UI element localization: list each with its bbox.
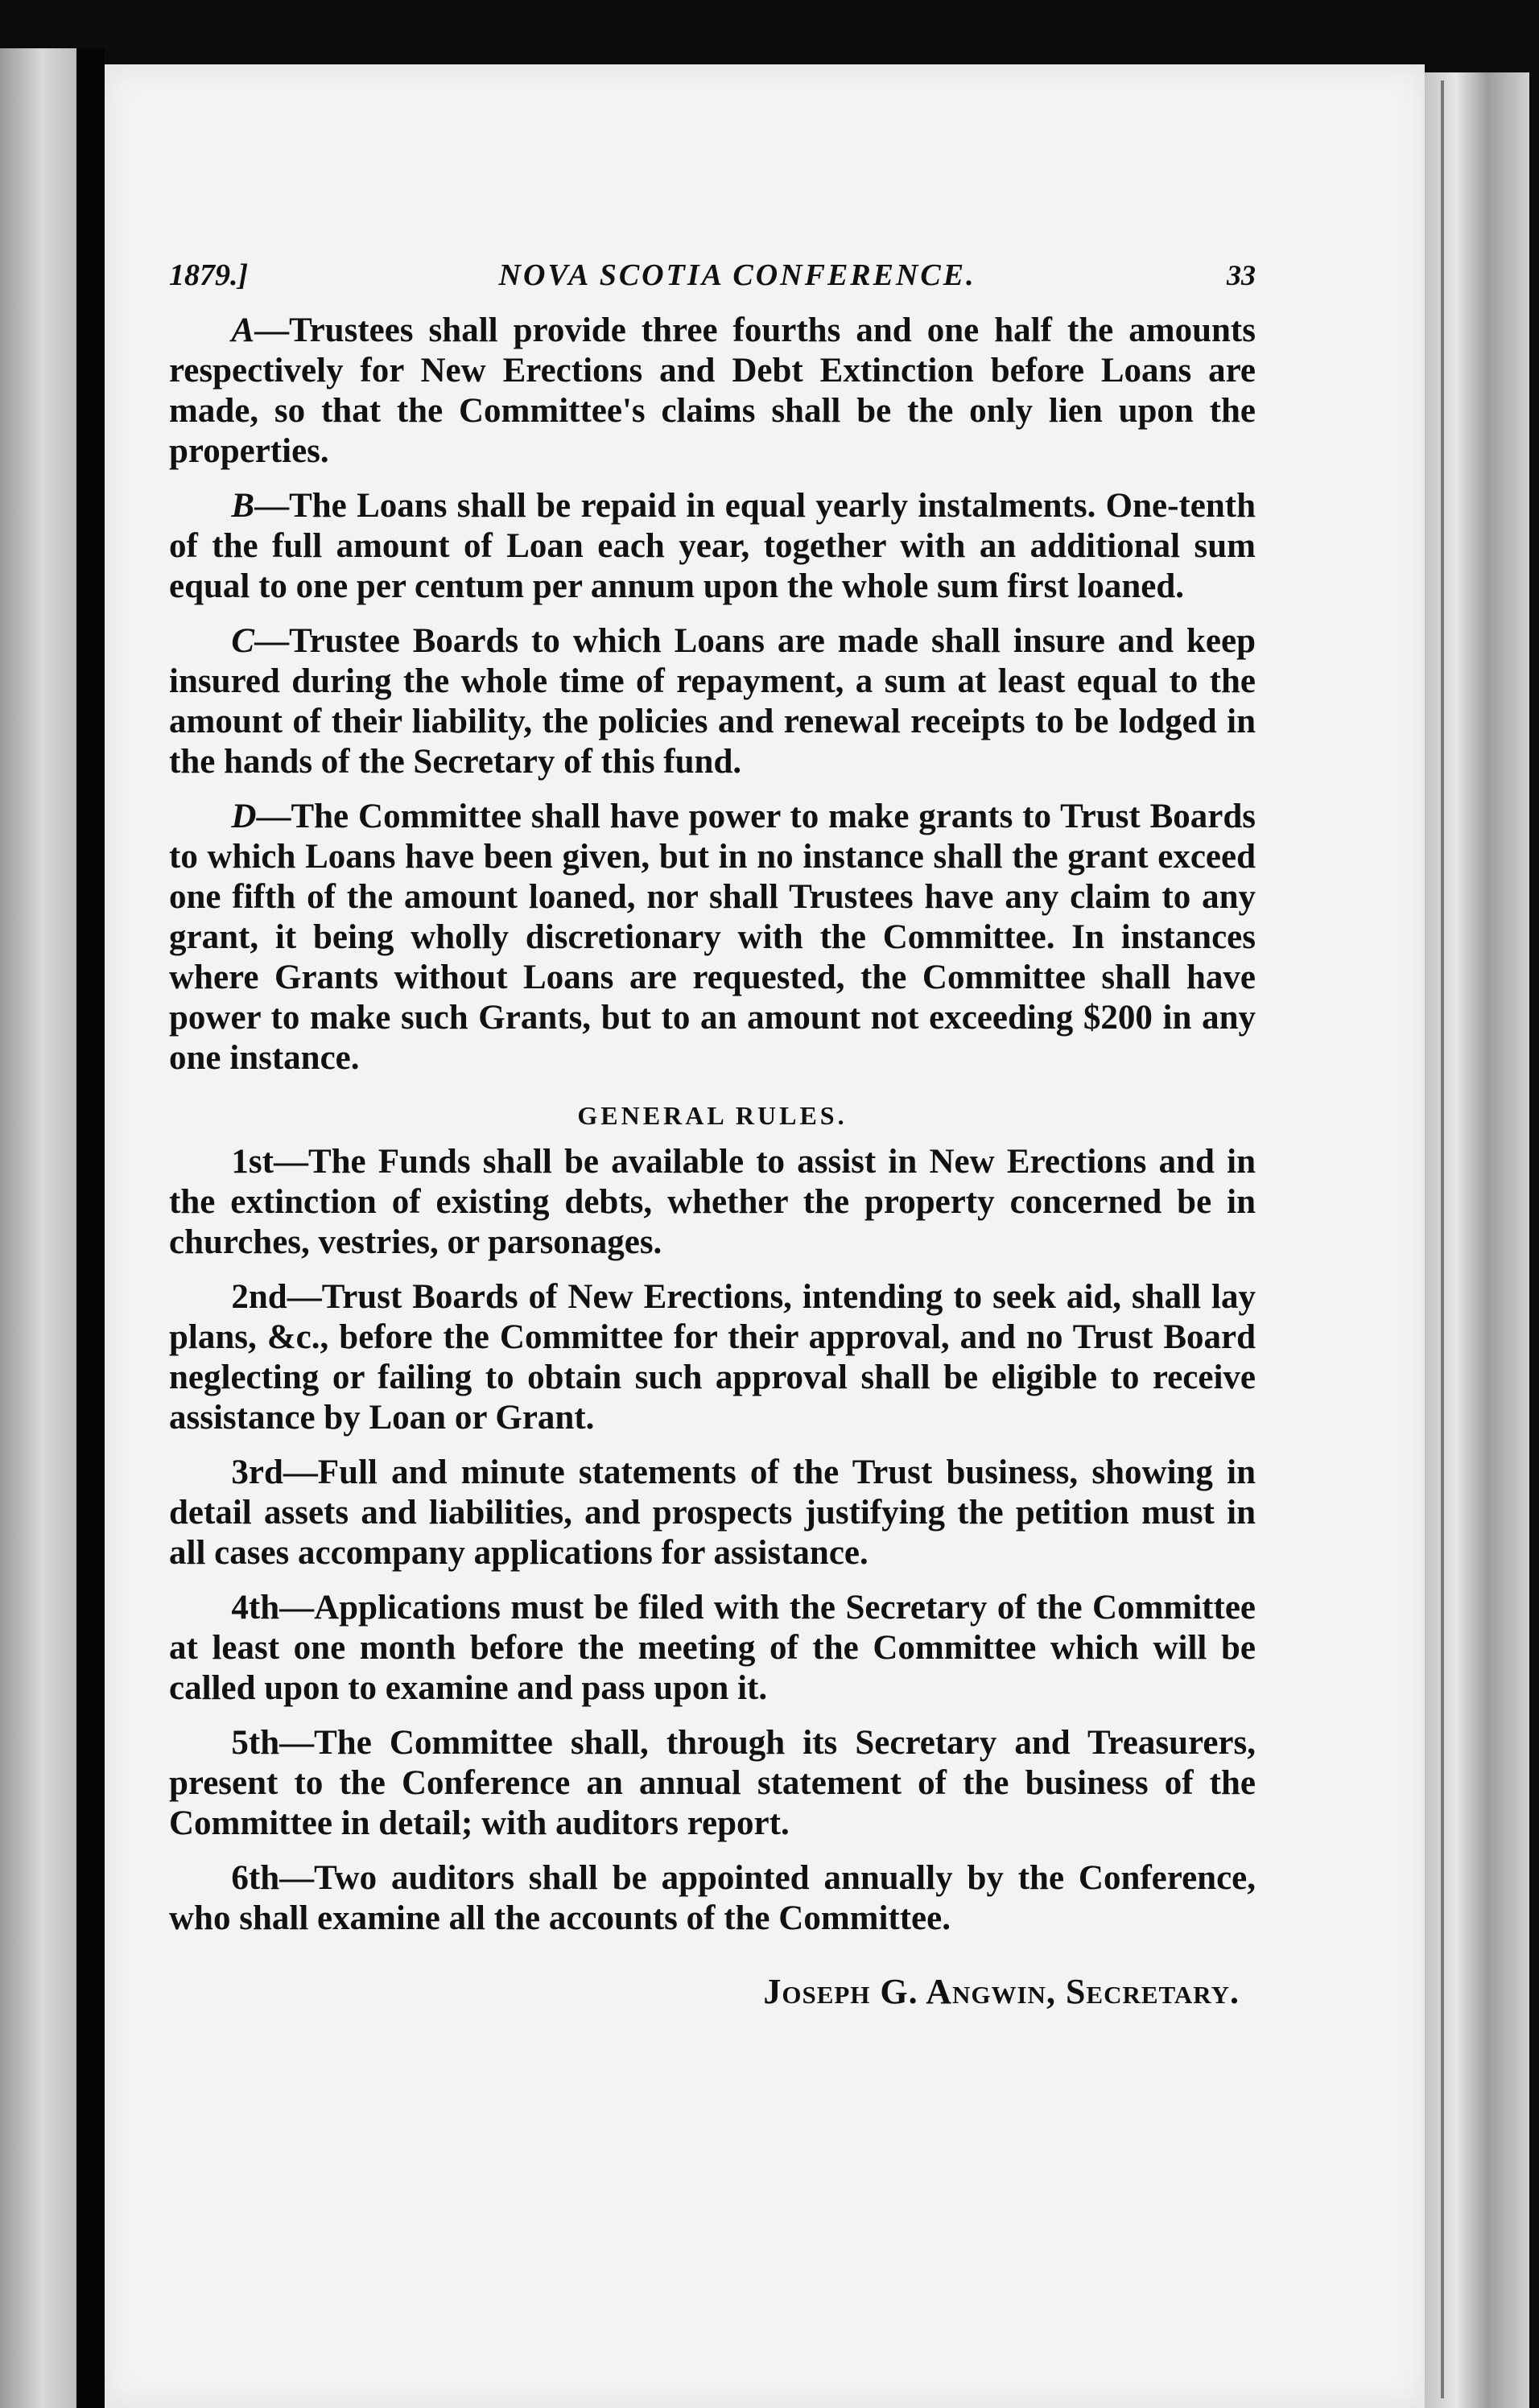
condition-b [169, 486, 1256, 607]
condition-letter: D [231, 798, 257, 835]
page-text [169, 258, 1256, 2012]
general-rules-heading: GENERAL RULES. [577, 1101, 848, 1130]
condition-text: —The Committee shall have power to make grants to Trust Boards to which Loans have been given, but in no instance shall the grant exceed one fifth of the amount loaned, nor shall Trustees have any claim to any grant, it being wholly discretionary with the Committee. In instances where Grants without Loans are requested, the Committee shall have power to make such Grants, but to an amount not exceeding $200 in any one instance. [169, 798, 1256, 1077]
rule-6: 6th—Two auditors shall be appointed annually by the Conference, who shall examine all the accounts of the Committee. [169, 1859, 1256, 1937]
rule-5: 5th—The Committee shall, through its Secretary and Treasurers, present to the Conference an annual statement of the business of the Committee in detail; with auditors report. [169, 1724, 1256, 1842]
page-edge-line [1441, 80, 1444, 2398]
header-title: NOVA SCOTIA CONFERENCE. [498, 258, 976, 292]
condition-a [169, 311, 1256, 472]
rule-4: 4th—Applications must be filed with the Secretary of the Committee at least one month before the meeting of the Committee which will be called upon to examine and pass upon it. [169, 1589, 1256, 1707]
header-year: 1879.] [169, 258, 249, 292]
book-gutter [76, 48, 105, 2408]
signature: Joseph G. Angwin, Secretary. [763, 1972, 1240, 2011]
condition-letter: A [231, 311, 255, 349]
condition-d [169, 797, 1256, 1078]
page-number: 33 [1226, 259, 1256, 291]
condition-letter: B [231, 487, 255, 525]
rule-1: 1st—The Funds shall be available to assist in New Erections and in the extinction of existing debts, whether the property concerned be in churches, vestries, or parsonages. [169, 1143, 1256, 1261]
running-header [169, 258, 1256, 293]
facing-page-edge [0, 48, 76, 2408]
rule-3: 3rd—Full and minute statements of the Trust business, showing in detail assets and liabilities, and prospects justifying the petition must in all cases accompany applications for assistance. [169, 1453, 1256, 1572]
rule-2: 2nd—Trust Boards of New Erections, intending to seek aid, shall lay plans, &c., before the Committee for their approval, and no Trust Board neglecting or failing to obtain such approval shall be eligible to receive assistance by Loan or Grant. [169, 1278, 1256, 1437]
condition-c [169, 621, 1256, 782]
condition-text: —The Loans shall be repaid in equal yearly instalments. One-tenth of the full amount of Loan each year, together with an additional sum equal to one per centum per annum upon the whole sum first loaned. [169, 487, 1256, 605]
condition-text: —Trustee Boards to which Loans are made shall insure and keep insured during the whole time of repayment, a sum at least equal to the amount of their liability, the policies and renewal receipts to be lodged in the hands of the Secretary of this fund. [169, 622, 1256, 781]
condition-letter: C [231, 622, 255, 660]
condition-text: —Trustees shall provide three fourths and one half the amounts respectively for New Erections and Debt Extinction before Loans are made, so that the Committee's claims shall be the only lien upon the properties. [169, 311, 1256, 470]
